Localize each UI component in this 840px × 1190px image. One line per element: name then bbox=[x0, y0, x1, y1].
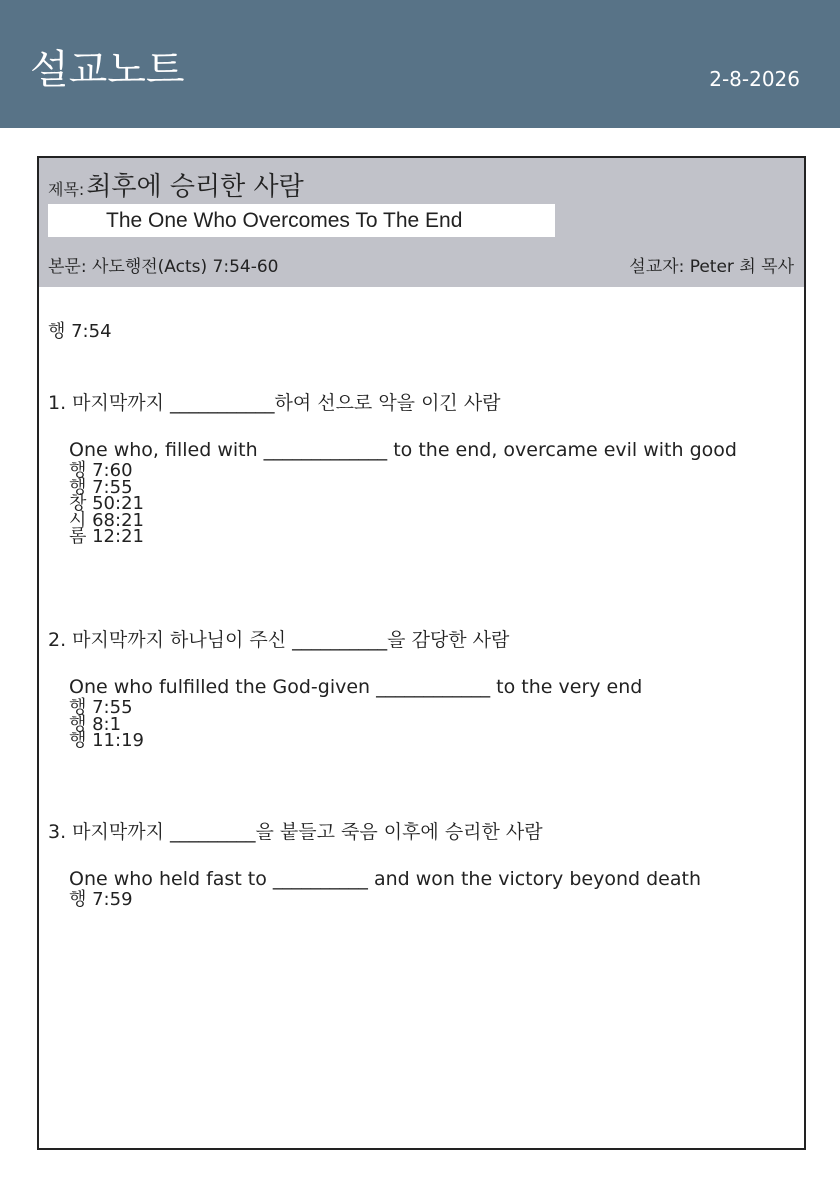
bible-reference: 행 7:55 bbox=[69, 697, 133, 718]
app-title: 설교노트 bbox=[30, 47, 185, 93]
point-3-references bbox=[69, 889, 133, 910]
bible-reference: 행 7:59 bbox=[69, 889, 133, 910]
sermon-info-panel bbox=[39, 158, 804, 287]
point-3-english: One who held fast to __________ and won the victory beyond death bbox=[69, 868, 701, 890]
sermon-title: 최후에 승리한 사람 bbox=[86, 172, 304, 202]
bible-reference: 창 50:21 bbox=[69, 493, 144, 514]
bible-reference: 행 11:19 bbox=[69, 730, 144, 751]
sermon-note-card bbox=[37, 156, 806, 1150]
bible-reference: 시 68:21 bbox=[69, 509, 144, 531]
preacher-name: 설교자: Peter 최 목사 bbox=[629, 257, 794, 277]
scripture-passage: 본문: 사도행전(Acts) 7:54-60 bbox=[48, 257, 279, 277]
main-reference: 행 7:54 bbox=[48, 321, 112, 342]
point-2-references bbox=[69, 697, 144, 751]
point-1-references bbox=[69, 460, 144, 547]
point-1-text: 1. 마지막까지 ___________하여 선으로 악을 이긴 사람 bbox=[48, 392, 501, 414]
bible-reference: 행 8:1 bbox=[69, 713, 122, 735]
point-3-text: 3. 마지막까지 _________을 붙들고 죽음 이후에 승리한 사람 bbox=[48, 821, 543, 843]
bible-reference: 롬 12:21 bbox=[69, 526, 144, 547]
point-2-english: One who fulfilled the God-given ____________ to the very end bbox=[69, 676, 643, 698]
title-row bbox=[48, 166, 304, 202]
title-prefix: 제목: bbox=[48, 180, 85, 199]
app-header bbox=[0, 0, 840, 128]
bible-reference: 행 7:60 bbox=[69, 460, 133, 481]
sermon-subtitle-english: The One Who Overcomes To The End bbox=[106, 209, 463, 232]
point-1-english: One who, filled with _____________ to the end, overcame evil with good bbox=[69, 439, 737, 461]
sermon-date: 2-8-2026 bbox=[709, 67, 800, 91]
subtitle-box bbox=[48, 204, 555, 237]
point-2-text: 2. 마지막까지 하나님이 주신 __________을 감당한 사람 bbox=[48, 629, 510, 651]
bible-reference: 행 7:55 bbox=[69, 476, 133, 498]
notes-body bbox=[39, 287, 804, 1148]
